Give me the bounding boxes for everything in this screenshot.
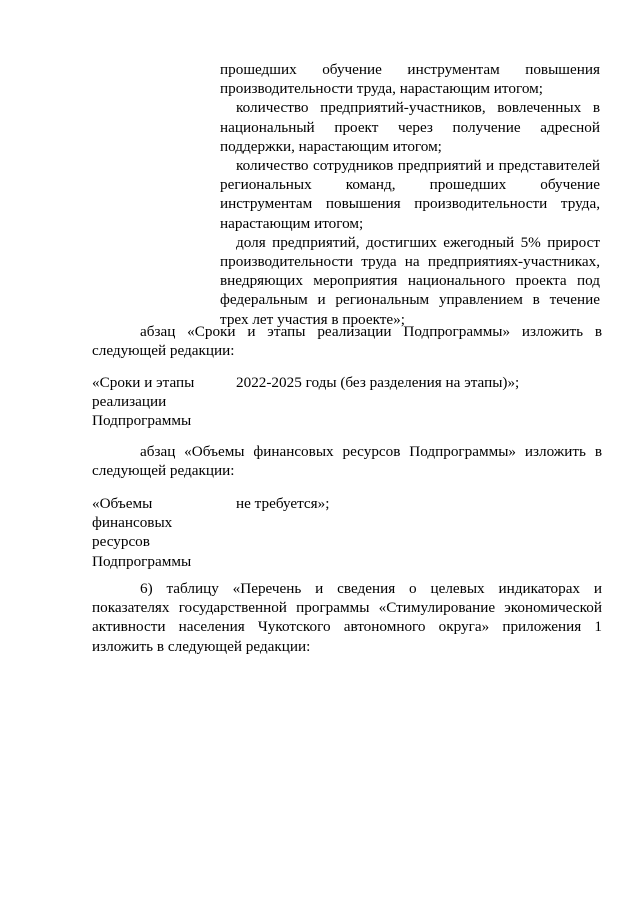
indicator-continuation: прошедших обучение инструментам повышения производительности труда, нарастающим итогом;: [220, 61, 600, 98]
terms-label-line: «Сроки и этапы: [92, 374, 195, 391]
terms-value: 2022-2025 годы (без разделения на этапы)»;: [236, 374, 520, 391]
finance-label-line: финансовых: [92, 514, 173, 532]
indicators-block: [220, 60, 600, 329]
terms-label: [92, 373, 222, 431]
finance-value: не требуется»;: [236, 495, 330, 512]
terms-label-line: реализации: [92, 393, 167, 411]
terms-label-line: Подпрограммы: [92, 412, 192, 430]
finance-label: [92, 494, 222, 571]
indicator-item-productivity: доля предприятий, достигших ежегодный 5% прирост производительности труда на предприятиях-участниках, внедряющих мероприятия национального проекта под федеральным и региональным управлением в течение трех лет участия в проекте»;: [220, 233, 600, 328]
finance-label-line: ресурсов: [92, 533, 150, 551]
indicator-item-employees: количество сотрудников предприятий и представителей региональных команд, прошедших обучение инструментам повышения производительности труда, нарастающим итогом;: [220, 157, 600, 232]
finance-label-line: Подпрограммы: [92, 552, 192, 570]
terms-intro-paragraph: абзац «Сроки и этапы реализации Подпрограммы» изложить в следующей редакции:: [92, 323, 602, 360]
finance-intro-paragraph: абзац «Объемы финансовых ресурсов Подпрограммы» изложить в следующей редакции:: [92, 443, 602, 480]
finance-label-line: «Объемы: [92, 495, 153, 512]
table-intro-paragraph: 6) таблицу «Перечень и сведения о целевых индикаторах и показателях государственной программы «Стимулирование экономической активности населения Чукотского автономного округа» приложения 1 изложить в следующей редакции:: [92, 580, 602, 655]
indicator-item-enterprises: количество предприятий-участников, вовлеченных в национальный проект через получение адресной поддержки, нарастающим итогом;: [220, 99, 600, 155]
